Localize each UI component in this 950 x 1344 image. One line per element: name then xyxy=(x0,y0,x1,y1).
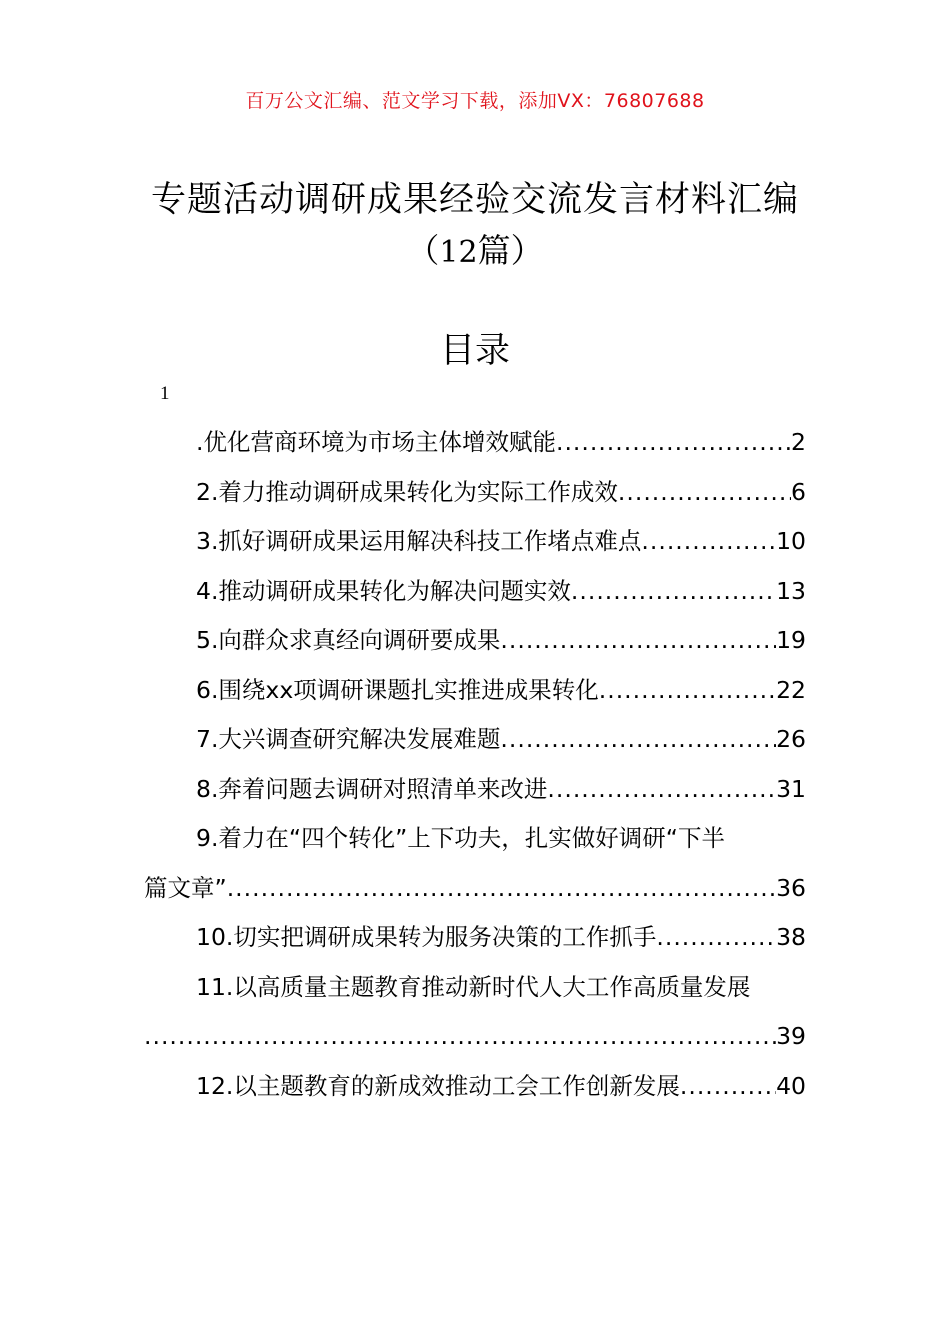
toc-entry-title: 6.围绕xx项调研课题扎实推进成果转化 xyxy=(196,675,599,704)
toc-entry-page: 2 xyxy=(791,428,806,456)
toc-heading: 目录 xyxy=(439,331,510,371)
toc-leader-dots xyxy=(680,1062,776,1112)
document-subtitle xyxy=(0,225,950,272)
toc-leader-dots xyxy=(641,517,776,567)
toc-leader-dots xyxy=(500,616,776,666)
toc-entry[interactable] xyxy=(144,1062,806,1112)
toc-entry-title-continued: 篇文章” xyxy=(144,873,227,902)
toc-entry-title: 11.以高质量主题教育推动新时代人大工作高质量发展 xyxy=(196,972,751,1001)
toc-entry-page: 10 xyxy=(776,527,806,555)
toc-leader-dots xyxy=(599,666,776,716)
subtitle-close-paren: ） xyxy=(510,231,544,270)
toc-entry-title: 9.着力在“四个转化”上下功夫，扎实做好调研“下半 xyxy=(196,824,725,852)
subtitle-open-paren: （ xyxy=(406,231,440,270)
header-banner: 百万公文汇编、范文学习下载，添加VX：76807688 xyxy=(245,90,705,112)
toc-entry[interactable] xyxy=(144,715,806,765)
toc-leader-dots xyxy=(547,765,776,815)
toc-leader-dots xyxy=(227,864,776,914)
page-number-marker: 1 xyxy=(160,383,170,404)
toc-entry-page: 6 xyxy=(791,477,806,506)
toc-entry-title: 4.推动调研成果转化为解决问题实效 xyxy=(196,576,571,605)
toc-entry-title: 8.奔着问题去调研对照清单来改进 xyxy=(196,774,548,803)
toc-entry[interactable] xyxy=(144,913,806,963)
toc-entry-page: 36 xyxy=(776,873,806,902)
toc-entry[interactable] xyxy=(144,616,806,666)
toc-entry[interactable] xyxy=(144,468,806,518)
toc-leader-dots xyxy=(500,715,776,765)
toc-entry[interactable] xyxy=(144,765,806,815)
toc-entry-title: 7.大兴调查研究解决发展难题 xyxy=(196,725,501,753)
toc-entry-title: 12.以主题教育的新成效推动工会工作创新发展 xyxy=(196,1071,680,1100)
document-title: 专题活动调研成果经验交流发言材料汇编 xyxy=(150,180,799,220)
toc-leader-dots xyxy=(556,418,791,468)
toc-entry[interactable] xyxy=(144,418,806,468)
toc-leader-dots xyxy=(144,1012,776,1062)
subtitle-unit: 篇 xyxy=(477,231,511,270)
toc-entry-title: 2.着力推动调研成果转化为实际工作成效 xyxy=(196,477,618,506)
toc-entry[interactable] xyxy=(144,814,806,913)
toc-entry-title: .优化营商环境为市场主体增效赋能 xyxy=(196,428,556,456)
toc-entry-page: 13 xyxy=(776,576,806,605)
toc-entry-page: 22 xyxy=(776,675,806,704)
toc-entry-page: 26 xyxy=(776,725,806,753)
toc-leader-dots xyxy=(656,913,776,963)
toc-entry-page: 39 xyxy=(776,1022,806,1050)
subtitle-count: 12 xyxy=(439,235,478,270)
toc-entry-title: 5.向群众求真经向调研要成果 xyxy=(196,626,501,654)
toc-entry-page: 31 xyxy=(776,774,806,803)
toc-entry[interactable] xyxy=(144,666,806,716)
toc-entry-title: 10.切实把调研成果转为服务决策的工作抓手 xyxy=(196,923,657,951)
toc-entry[interactable] xyxy=(144,567,806,617)
toc-entry[interactable] xyxy=(144,963,806,1062)
toc-entry-page: 38 xyxy=(776,923,806,951)
toc-entry[interactable] xyxy=(144,517,806,567)
toc-leader-dots xyxy=(618,468,791,518)
toc-entry-page: 19 xyxy=(776,626,806,654)
table-of-contents xyxy=(144,418,806,1111)
toc-entry-page: 40 xyxy=(776,1071,806,1100)
toc-leader-dots xyxy=(571,567,776,617)
toc-entry-title: 3.抓好调研成果运用解决科技工作堵点难点 xyxy=(196,527,642,555)
